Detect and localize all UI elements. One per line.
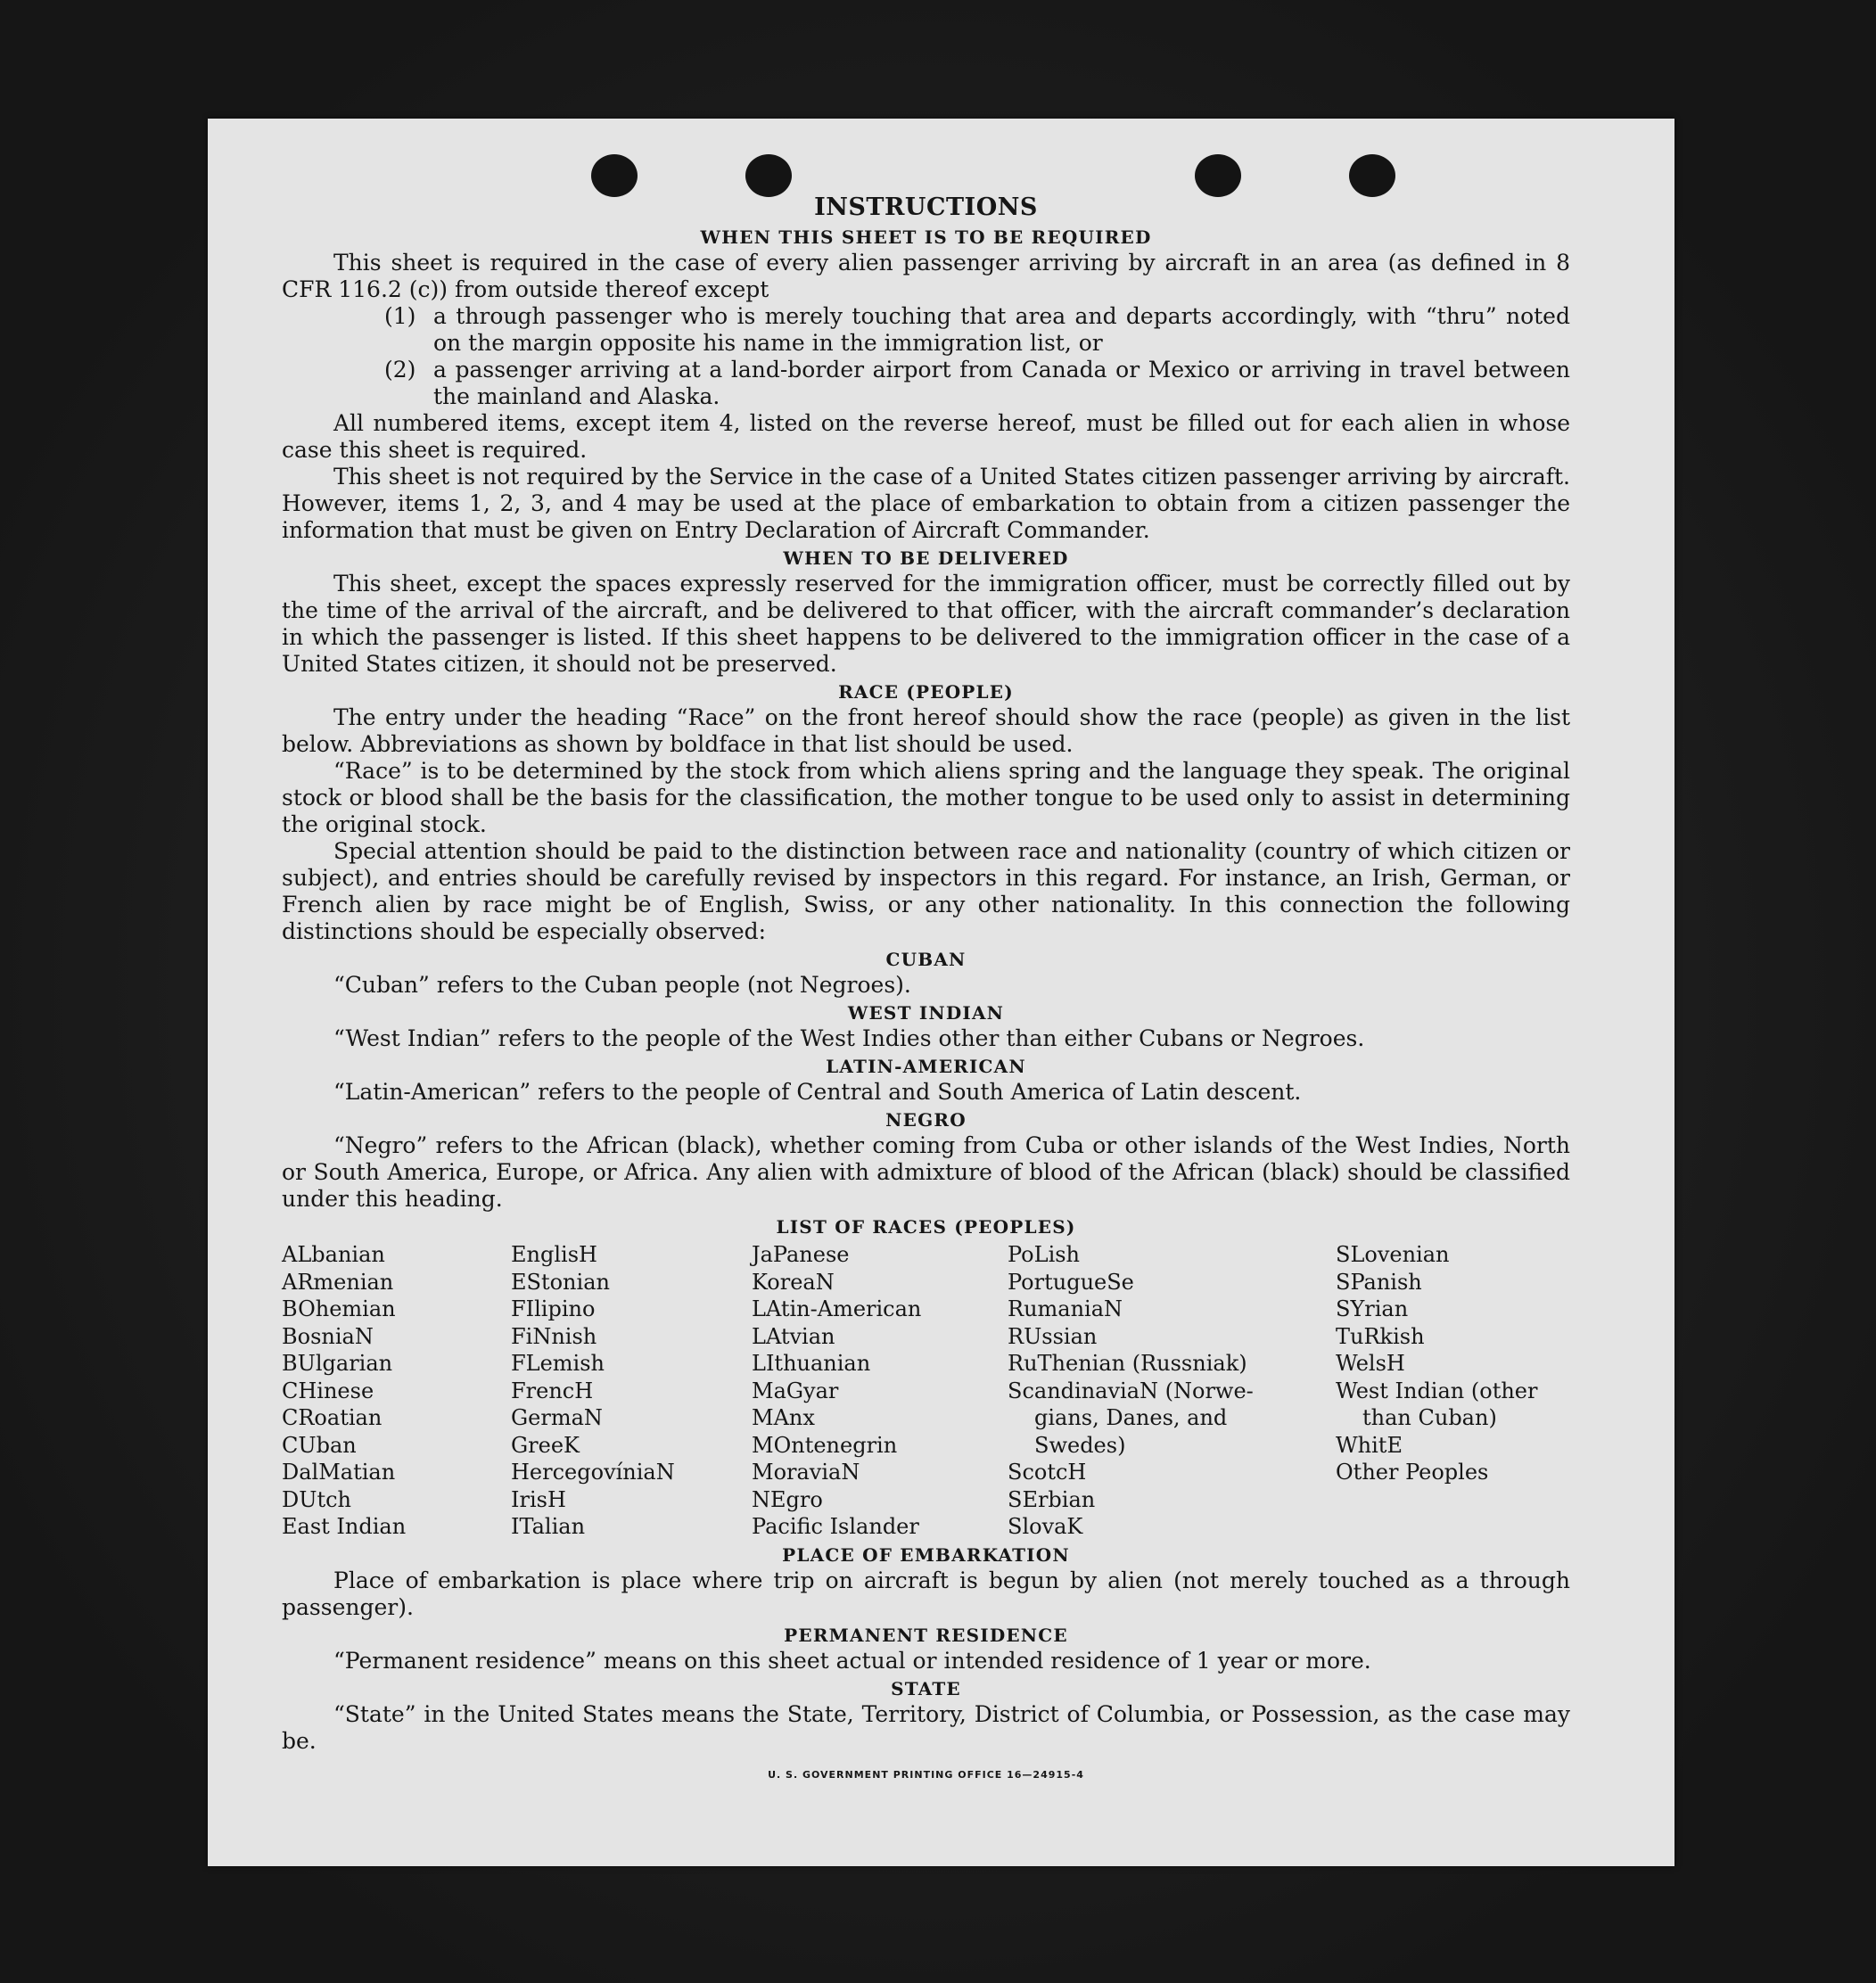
race-item: RUssian (1008, 1323, 1098, 1349)
race-item: LAtvian (752, 1323, 835, 1349)
exception-text: a through passenger who is merely touching that area and departs accordingly, with “thru” noted on the margin opposite his name in the immigration list, or (433, 303, 1570, 356)
race-item: CHinese (282, 1378, 374, 1403)
heading-required: WHEN THIS SHEET IS TO BE REQUIRED (700, 226, 1152, 248)
race-item: FIlipino (511, 1296, 596, 1321)
race-item: BOhemian (282, 1296, 396, 1321)
race-item: LAtin-American (752, 1296, 922, 1321)
race-item: Other Peoples (1336, 1460, 1489, 1485)
heading-race: RACE (PEOPLE) (838, 681, 1014, 703)
race-item: DUtch (282, 1486, 352, 1512)
race-item: SlovaK (1008, 1514, 1083, 1539)
heading-latin-american: LATIN-AMERICAN (826, 1056, 1026, 1077)
heading-residence: PERMANENT RESIDENCE (784, 1624, 1068, 1646)
latin-american-para: “Latin-American” refers to the people of Central and South America of Latin descent. (333, 1079, 1302, 1105)
races-list (282, 1241, 1570, 1541)
residence-para: “Permanent residence” means on this sheet actual or intended residence of 1 year or more. (333, 1647, 1371, 1674)
race-item: SYrian (1336, 1296, 1409, 1321)
race-column (511, 1241, 752, 1541)
punch-hole (591, 154, 638, 197)
exceptions-list (282, 303, 1570, 410)
race-item: MoraviaN (752, 1460, 860, 1485)
race-item: RuThenian (Russniak) (1008, 1351, 1247, 1376)
race-item: MOntenegrin (752, 1432, 898, 1458)
race-item: JaPanese (752, 1242, 850, 1267)
race-item: ITalian (511, 1514, 586, 1539)
exception-text: a passenger arriving at a land-border airport from Canada or Mexico or arriving in travel between the mainland and Alaska. (433, 357, 1570, 409)
heading-list-of-races: LIST OF RACES (PEOPLES) (776, 1216, 1076, 1238)
race-item: ScandinaviaN (Norwe- (1008, 1378, 1254, 1403)
exception-item (384, 357, 1570, 410)
race-item: CRoatian (282, 1405, 383, 1430)
cuban-para: “Cuban” refers to the Cuban people (not Negroes). (333, 972, 911, 998)
heading-state: STATE (891, 1677, 961, 1699)
instruction-sheet (208, 119, 1674, 1866)
race-item: FLemish (511, 1351, 605, 1376)
race-item: WhitE (1336, 1432, 1403, 1458)
delivered-para: This sheet, except the spaces expressly reserved for the immigration officer, must be correctly filled out by the time of the arrival of the aircraft, and be delivered to that officer, with the aircraft commander’s declaration in which the passenger is listed. If this sheet happens to be delivered to the immigration officer in the case of a United States citizen, it should not be preserved. (282, 571, 1570, 677)
race-item: GermaN (511, 1405, 603, 1430)
race-item: SErbian (1008, 1486, 1096, 1512)
race-item: LIthuanian (752, 1351, 871, 1376)
race-item: WelsH (1336, 1351, 1405, 1376)
race-column (282, 1241, 511, 1541)
race-item: gians, Danes, and (1034, 1405, 1228, 1430)
west-indian-para: “West Indian” refers to the people of the West Indies other than either Cubans or Negroes. (333, 1025, 1365, 1051)
heading-embarkation: PLACE OF EMBARKATION (782, 1543, 1070, 1566)
race-item: West Indian (other (1336, 1378, 1538, 1403)
state-para: “State” in the United States means the State, Territory, District of Columbia, or Possession, as the case may be. (282, 1700, 1570, 1754)
race-item: SLovenian (1336, 1242, 1450, 1267)
punch-hole (1195, 154, 1241, 197)
required-intro: This sheet is required in the case of every alien passenger arriving by aircraft in an area (as defined in 8 CFR 116.2 (c)) from outside thereof except (282, 250, 1570, 302)
race-item: SPanish (1336, 1269, 1422, 1295)
race-item: MaGyar (752, 1378, 839, 1403)
exception-number: (2) (384, 357, 416, 383)
punch-hole (745, 154, 792, 197)
race-item: GreeK (511, 1432, 580, 1458)
race-item: TuRkish (1336, 1323, 1425, 1349)
sheet-content (282, 193, 1570, 1789)
page-title: INSTRUCTIONS (814, 193, 1038, 221)
race-item: CUban (282, 1432, 357, 1458)
race-item: ALbanian (282, 1242, 385, 1267)
printer-imprint: U. S. GOVERNMENT PRINTING OFFICE 16—24915-4 (768, 1768, 1084, 1781)
race-item: ARmenian (282, 1269, 394, 1295)
race-item: PoLish (1008, 1242, 1081, 1267)
race-para-2: “Race” is to be determined by the stock from which aliens spring and the language they speak. The original stock or blood shall be the basis for the classification, the mother tongue to be used only to assist in determining the original stock. (282, 758, 1570, 837)
required-para-2: All numbered items, except item 4, listed on the reverse hereof, must be filled out for each alien in whose case this sheet is required. (282, 410, 1570, 463)
heading-delivered: WHEN TO BE DELIVERED (783, 547, 1069, 569)
race-item: FiNnish (511, 1323, 597, 1349)
race-item: than Cuban) (1362, 1405, 1497, 1430)
negro-para: “Negro” refers to the African (black), whether coming from Cuba or other islands of the West Indies, North or South America, Europe, or Africa. Any alien with admixture of blood of the African (black) should be classified under this heading. (282, 1132, 1570, 1212)
race-item: MAnx (752, 1405, 815, 1430)
race-column (752, 1241, 1008, 1541)
race-item: PortugueSe (1008, 1269, 1134, 1295)
race-item: ScotcH (1008, 1460, 1087, 1485)
race-item: East Indian (282, 1514, 407, 1539)
race-item: EnglisH (511, 1242, 597, 1267)
exception-number: (1) (384, 303, 416, 329)
race-item: IrisH (511, 1486, 566, 1512)
race-para-1: The entry under the heading “Race” on the front hereof should show the race (people) as given in the list below. Abbreviations as shown by boldface in that list should be used. (282, 704, 1570, 757)
heading-west-indian: WEST INDIAN (847, 1002, 1005, 1024)
race-para-3: Special attention should be paid to the distinction between race and nationality (country of which citizen or subject), and entries should be carefully revised by inspectors in this regard. For instance, an Irish, German, or French alien by race might be of English, Swiss, or any other nationality. In this connection the following distinctions should be especially observed: (282, 838, 1570, 944)
race-item: Swedes) (1034, 1432, 1126, 1458)
race-item: RumaniaN (1008, 1296, 1123, 1321)
race-column (1336, 1241, 1570, 1541)
race-item: NEgro (752, 1486, 823, 1512)
exception-item (384, 303, 1570, 357)
race-item: HercegovíniaN (511, 1460, 675, 1485)
heading-cuban: CUBAN (885, 949, 967, 970)
race-item: DalMatian (282, 1460, 396, 1485)
race-item: EStonian (511, 1269, 610, 1295)
heading-negro: NEGRO (885, 1109, 967, 1131)
required-para-3: This sheet is not required by the Service in the case of a United States citizen passenger arriving by aircraft. However, items 1, 2, 3, and 4 may be used at the place of embarkation to obtain from a citizen passenger the information that must be given on Entry Declaration of Aircraft Commander. (282, 464, 1570, 543)
race-column (1008, 1241, 1336, 1541)
race-item: Pacific Islander (752, 1514, 919, 1539)
race-item: KoreaN (752, 1269, 835, 1295)
punch-hole (1349, 154, 1395, 197)
race-item: BosniaN (282, 1323, 374, 1349)
race-item: FrencH (511, 1378, 594, 1403)
embarkation-para: Place of embarkation is place where trip on aircraft is begun by alien (not merely touched as a through passenger). (282, 1567, 1570, 1620)
race-item: BUlgarian (282, 1351, 393, 1376)
